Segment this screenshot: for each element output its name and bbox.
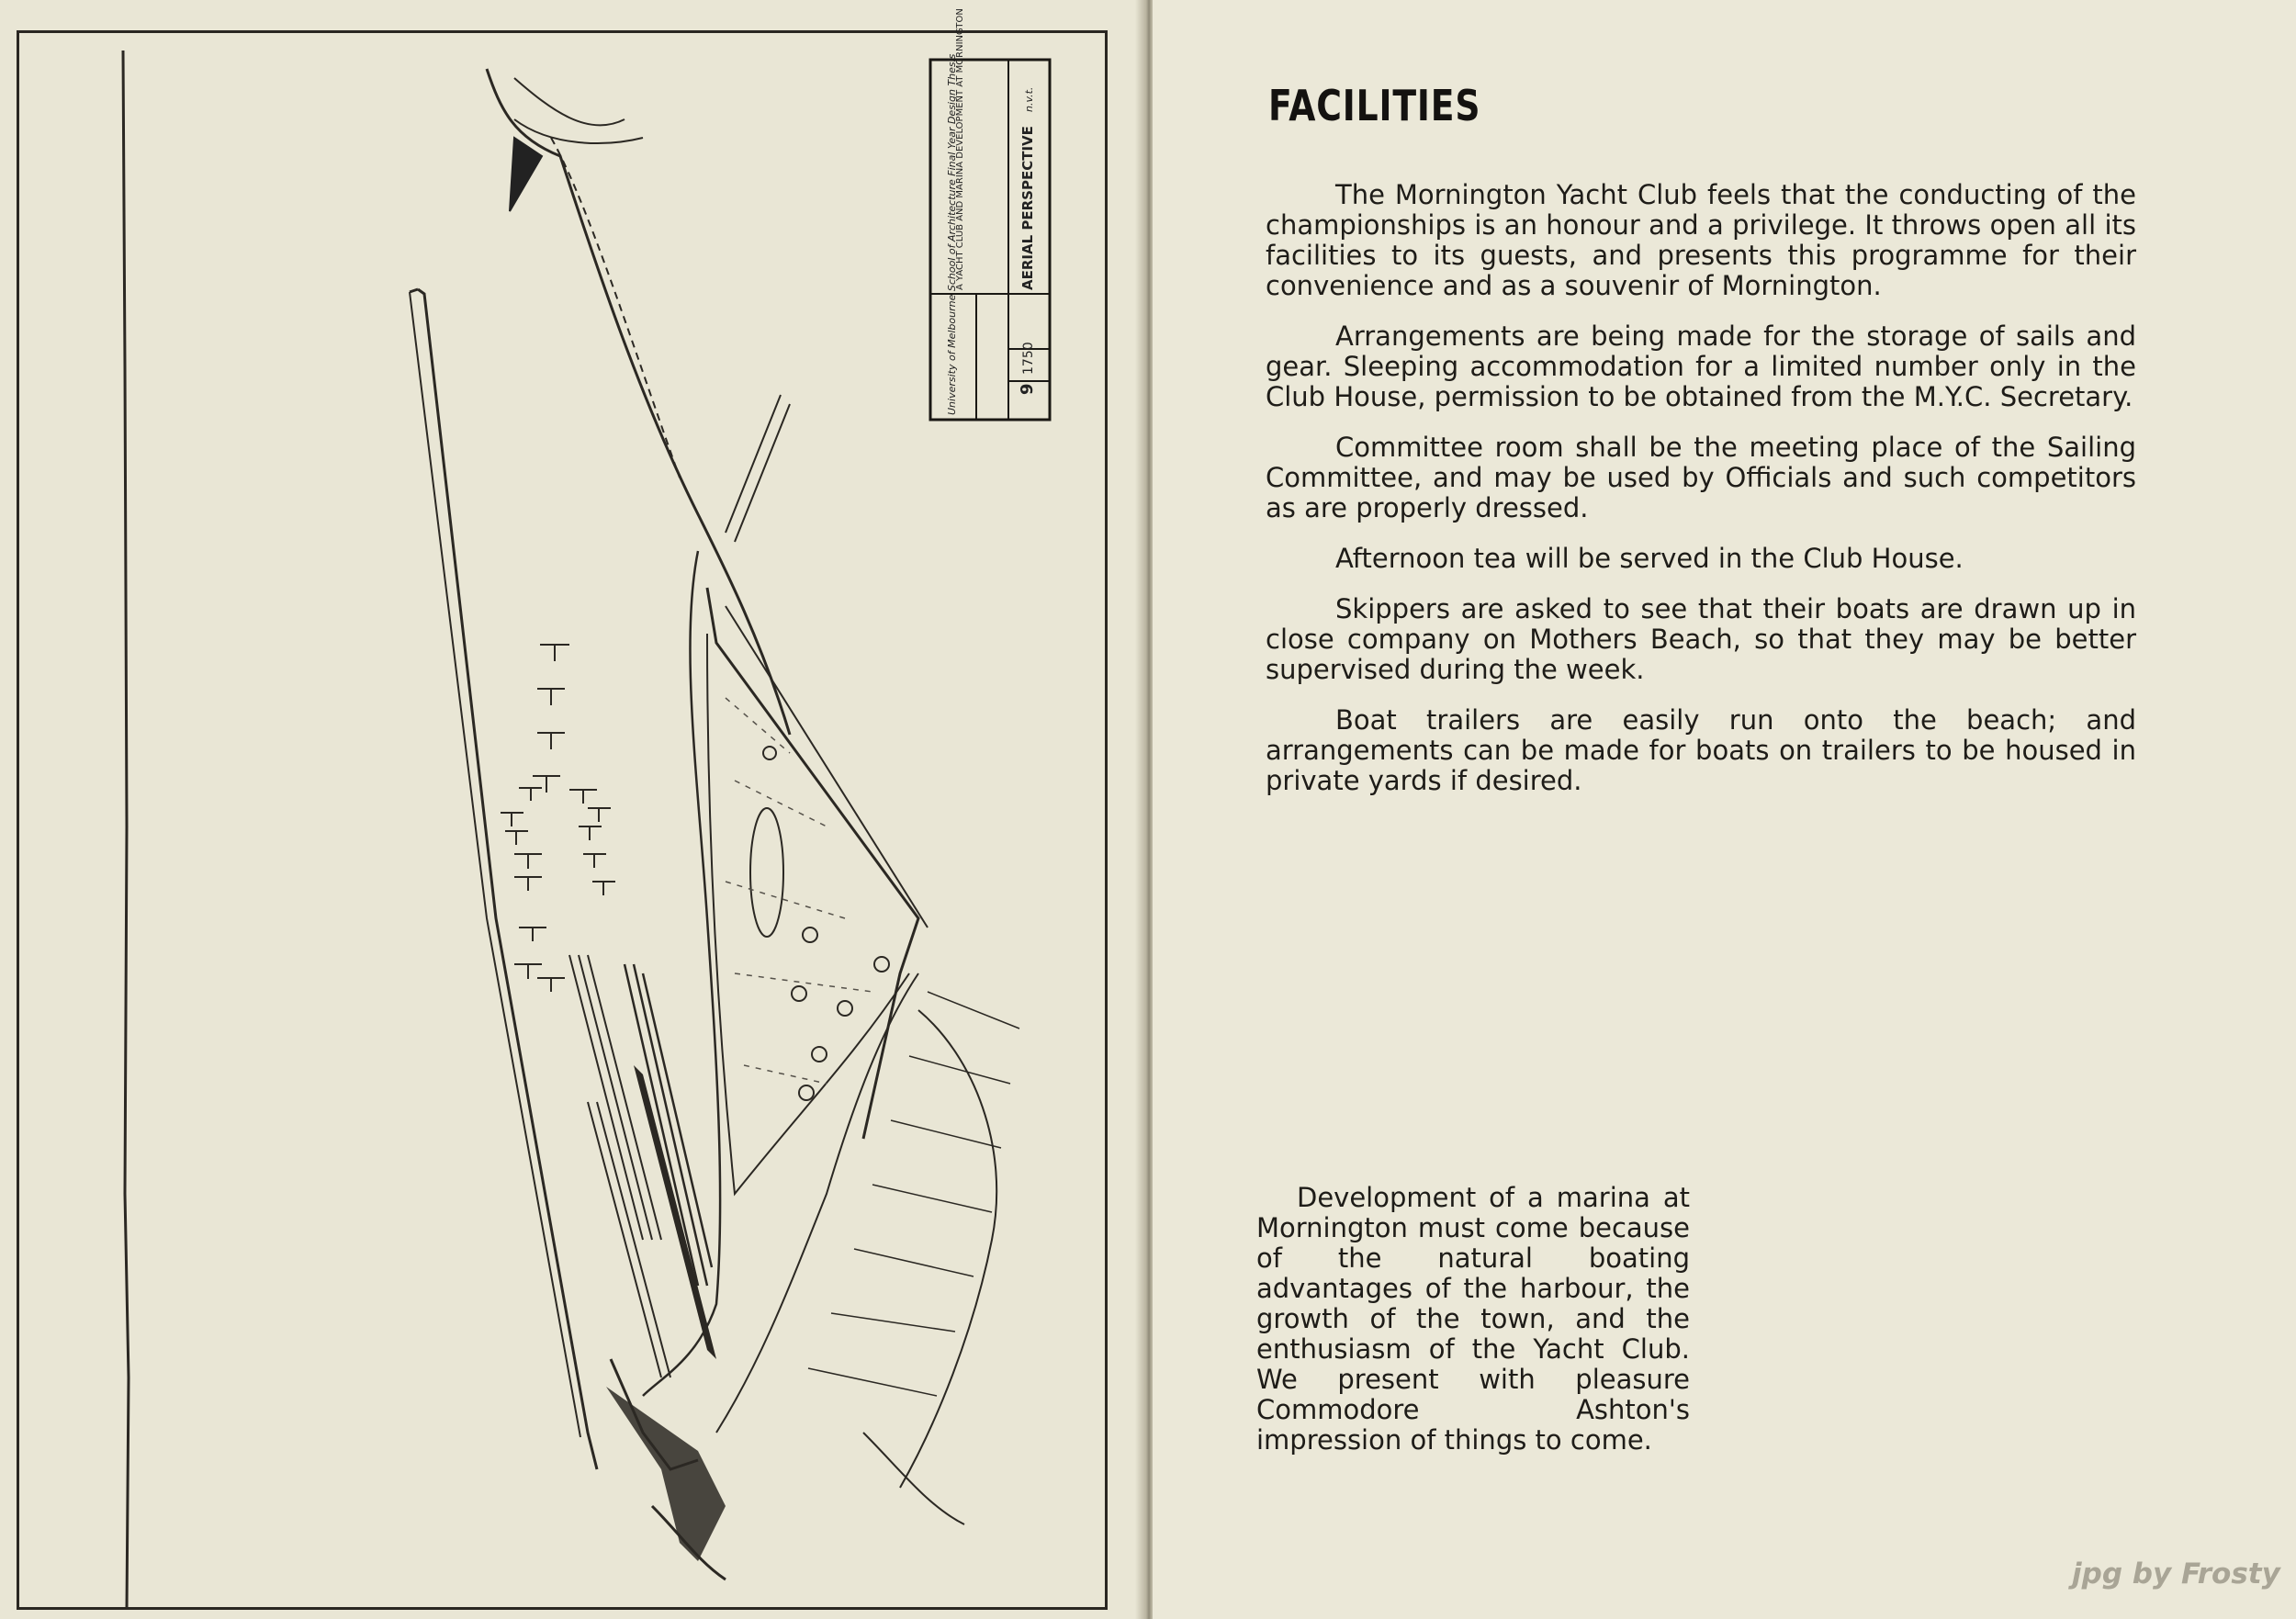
title-block-institution: University of Melbourne School of Architecture Final Year Design Thesis bbox=[946, 53, 958, 415]
title-block-view: AERIAL PERSPECTIVE bbox=[1019, 126, 1036, 290]
scan-credit: jpg by Frosty bbox=[2072, 1557, 2280, 1591]
caption-text: Development of a marina at Mornington must come because of the natural boating advantages of the harbour, the growth of the town, and the enthusiasm of the Yacht Club. We present with pleasure Commodore Ashton's impression of things to come. bbox=[1256, 1182, 1690, 1456]
tree bbox=[799, 1085, 814, 1100]
title-block bbox=[930, 8, 1050, 420]
jetty-base bbox=[606, 1387, 726, 1561]
paragraph: The Mornington Yacht Club feels that the conducting of the championships is an honour and a privilege. It throws open all its facilities to its guests, and presents this programme for their convenience and as a souvenir of Mornington. bbox=[1266, 179, 2136, 301]
left-page bbox=[0, 0, 1146, 1619]
paragraph: Committee room shall be the meeting place of the Sailing Committee, and may be used by Officials and such competitors as are properly dressed. bbox=[1266, 432, 2136, 523]
tree bbox=[763, 747, 776, 759]
paragraph: Afternoon tea will be served in the Club House. bbox=[1335, 543, 1964, 574]
headland-point bbox=[510, 138, 542, 211]
shoreline-lower bbox=[643, 551, 720, 1396]
breakwater-outer bbox=[418, 289, 597, 1469]
tree bbox=[812, 1047, 827, 1062]
horizon-line bbox=[123, 51, 129, 1609]
title-block-number: 1750 bbox=[1021, 342, 1036, 375]
paragraph: Skippers are asked to see that their boats are drawn up in close company on Mothers Beach, so that they may be better supervised during the week. bbox=[1266, 593, 2136, 685]
paragraph: Arrangements are being made for the storage of sails and gear. Sleeping accommodation for a limited number only in the Club House, permission to be obtained from the M.Y.C. Secretary. bbox=[1266, 320, 2136, 412]
moorings bbox=[501, 645, 615, 992]
breakwater-inner bbox=[410, 292, 580, 1437]
park-boundary bbox=[707, 634, 909, 1194]
oval bbox=[750, 808, 783, 937]
road-upper bbox=[726, 395, 790, 542]
marina-caption bbox=[1256, 1183, 1690, 1456]
tree bbox=[874, 957, 889, 972]
tree bbox=[838, 1001, 852, 1016]
facilities-text bbox=[1266, 180, 2136, 816]
tree bbox=[792, 986, 806, 1001]
title-block-project: A YACHT CLUB AND MARINA DEVELOPMENT AT MORNINGTON bbox=[955, 8, 965, 290]
title-block-initials: n.v.t. bbox=[1023, 86, 1035, 112]
title-block-drawing-no: 9 bbox=[1018, 383, 1037, 395]
cliff-edge bbox=[716, 973, 918, 1433]
aerial-perspective-drawing bbox=[0, 0, 1146, 1619]
paragraph: Boat trailers are easily run onto the beach; and arrangements can be made for boats on trailers to be housed in private yards if desired. bbox=[1266, 704, 2136, 796]
tree bbox=[803, 928, 817, 942]
page-title: FACILITIES bbox=[1268, 81, 1481, 130]
